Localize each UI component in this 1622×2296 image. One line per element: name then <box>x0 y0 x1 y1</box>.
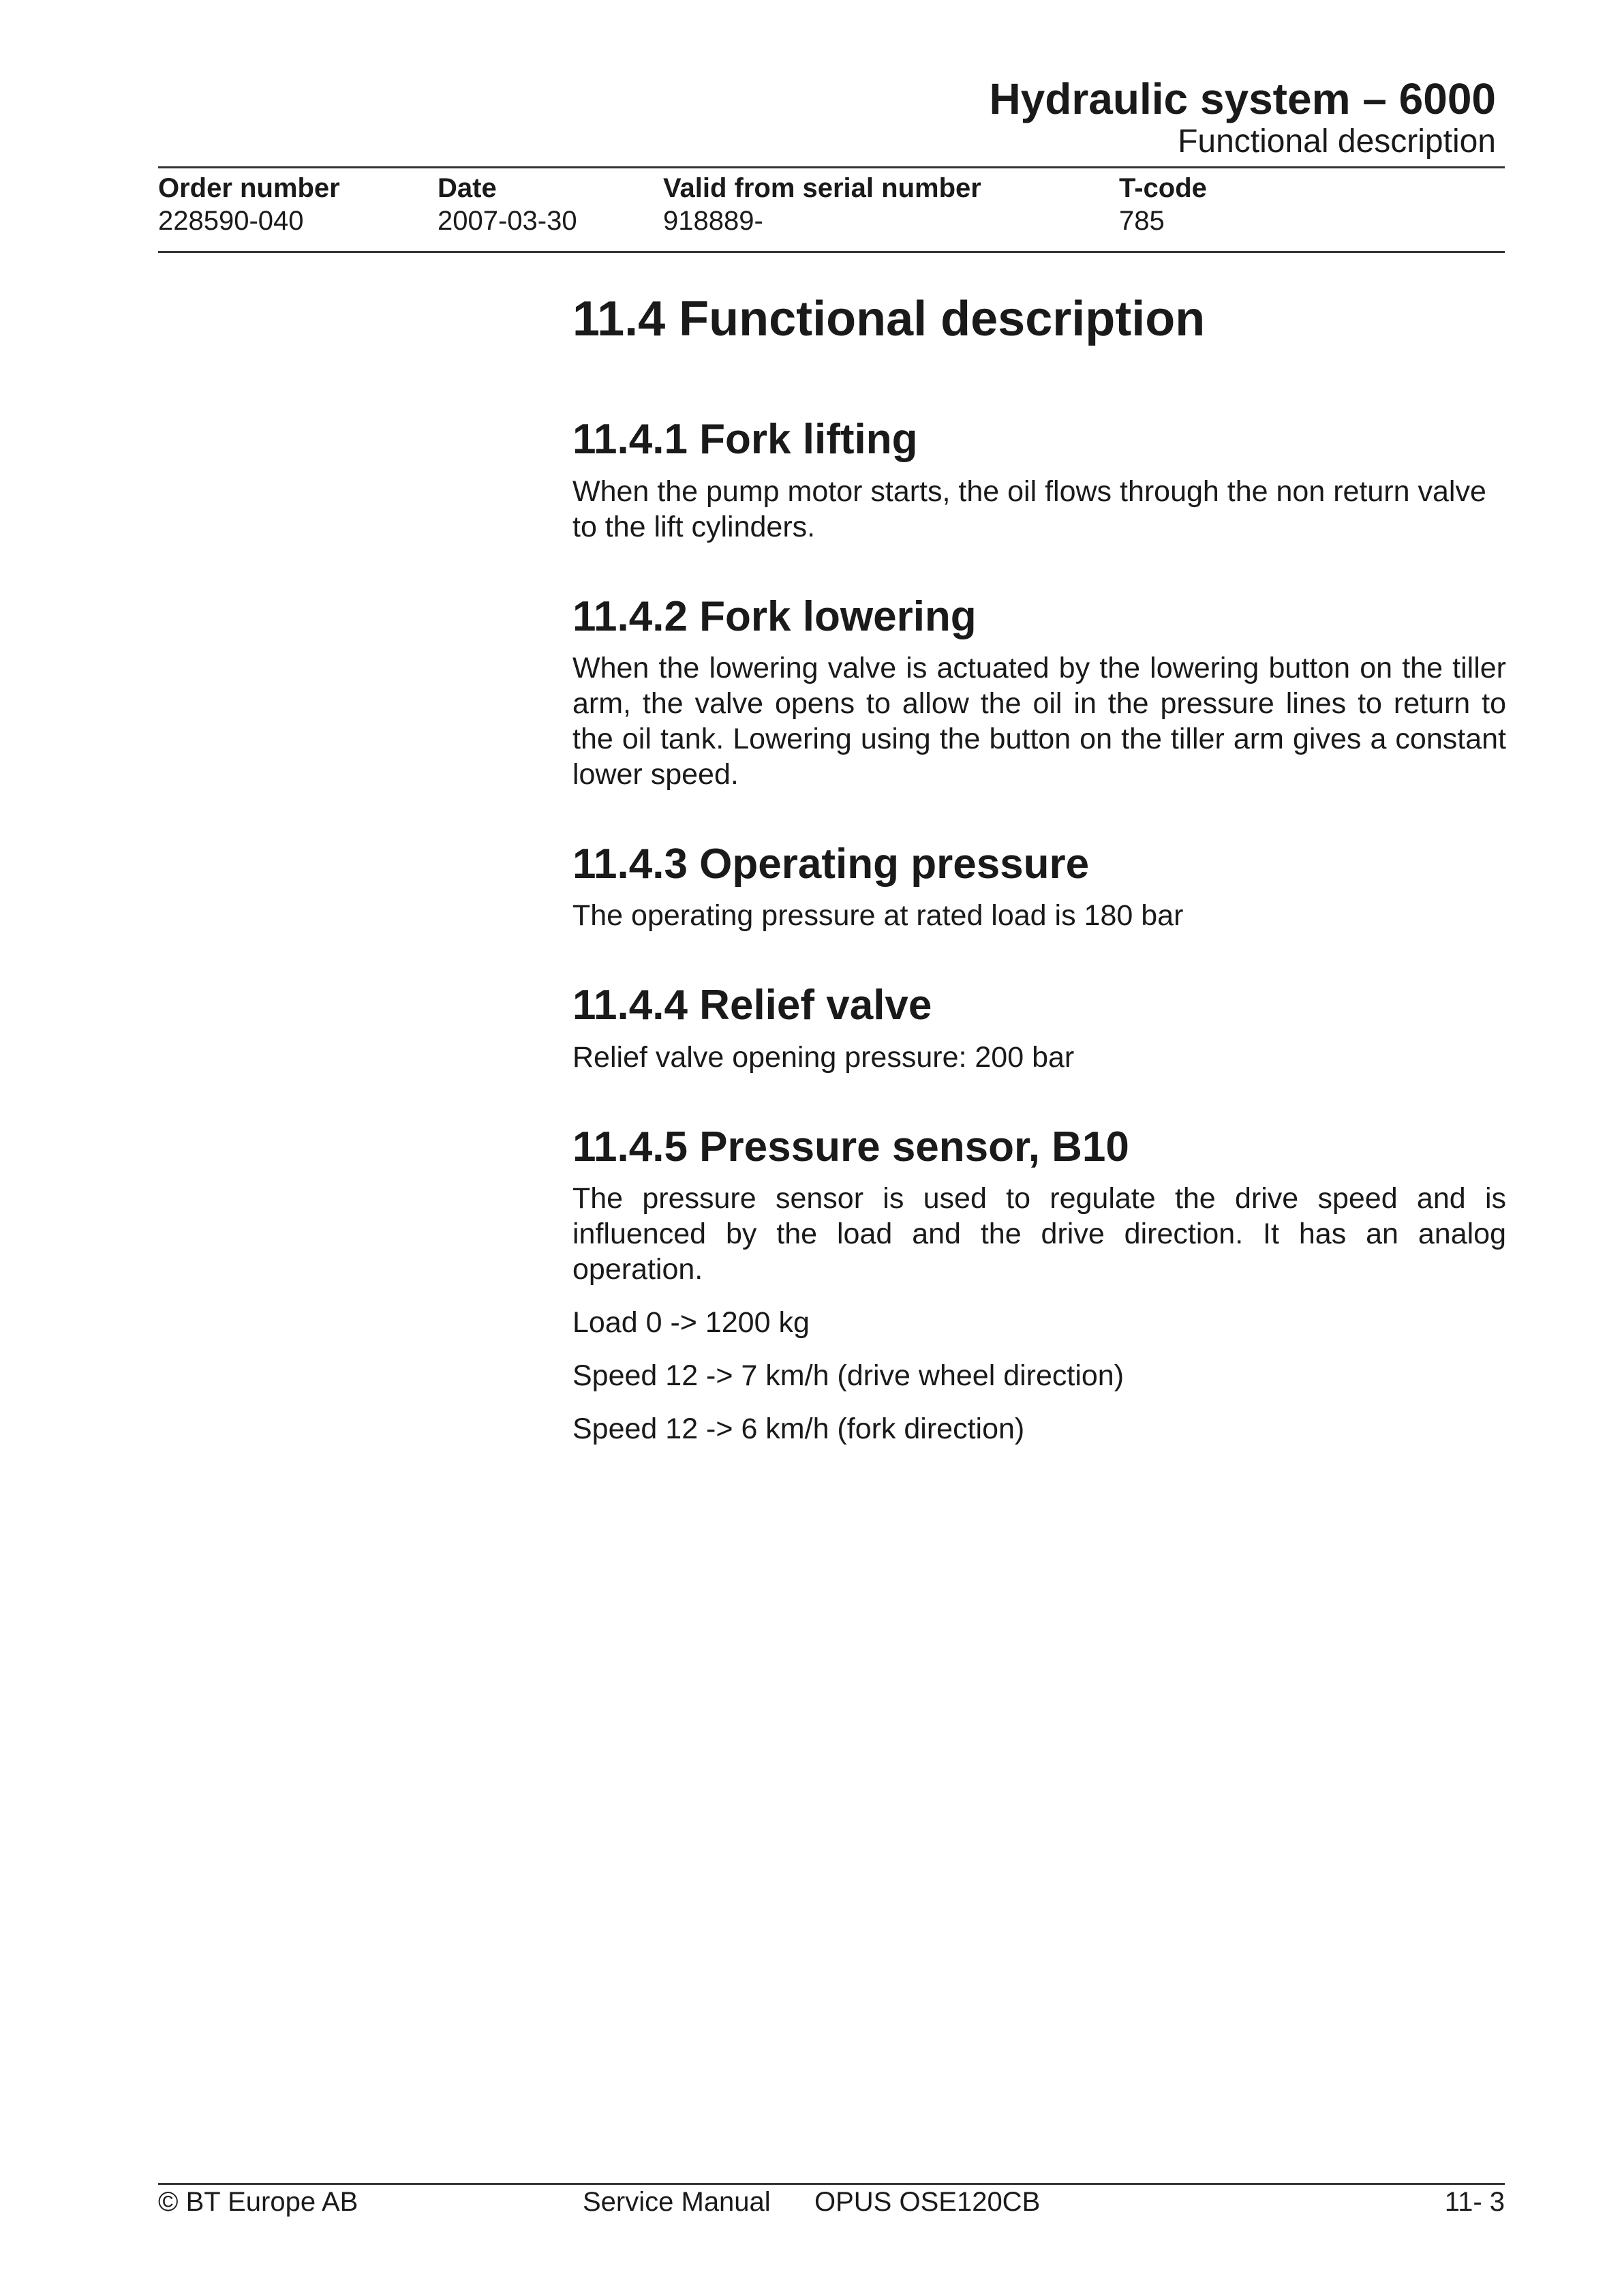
speed-spec-drive-wheel: Speed 12 -> 7 km/h (drive wheel direction) <box>572 1359 1124 1392</box>
date-value: 2007-03-30 <box>438 206 577 236</box>
footer-divider <box>158 2183 1505 2185</box>
document-subtitle: Functional description <box>1178 123 1496 160</box>
section-operating-pressure <box>572 840 1506 933</box>
section-heading: 11.4.4 Relief valve <box>572 982 932 1029</box>
speed-spec-fork: Speed 12 -> 6 km/h (fork direction) <box>572 1412 1025 1445</box>
footer-page-number: 11- 3 <box>1444 2187 1505 2217</box>
main-content <box>572 290 1506 1494</box>
section-fork-lowering <box>572 592 1506 792</box>
section-fork-lifting <box>572 415 1506 544</box>
section-heading: 11.4.3 Operating pressure <box>572 840 1090 888</box>
header-divider-top <box>158 166 1505 168</box>
order-number-label: Order number <box>158 173 340 203</box>
footer-copyright: © BT Europe AB <box>158 2187 358 2217</box>
section-paragraph: The operating pressure at rated load is 180 bar <box>572 899 1184 933</box>
header-divider-bottom <box>158 251 1505 253</box>
t-code-value: 785 <box>1119 206 1165 236</box>
section-paragraph: Relief valve opening pressure: 200 bar <box>572 1040 1075 1074</box>
section-paragraph: When the pump motor starts, the oil flows through the non return valve to the lift cylinders. <box>572 474 1486 543</box>
footer-manual-type: Service Manual <box>583 2187 771 2217</box>
section-paragraph: The pressure sensor is used to regulate the drive speed and is influenced by the load and the drive direction. It has an analog operation. <box>572 1181 1506 1286</box>
load-spec: Load 0 -> 1200 kg <box>572 1305 810 1339</box>
section-paragraph: When the lowering valve is actuated by the lowering button on the tiller arm, the valve opens to allow the oil in the pressure lines to return to the oil tank. Lowering using the button on the tiller arm gives a constant lower speed. <box>572 651 1506 791</box>
section-relief-valve <box>572 981 1506 1074</box>
order-number-value: 228590-040 <box>158 206 304 236</box>
document-title: Hydraulic system – 6000 <box>989 74 1496 123</box>
section-heading: 11.4.5 Pressure sensor, B10 <box>572 1123 1129 1170</box>
section-pressure-sensor <box>572 1123 1506 1447</box>
serial-number-value: 918889- <box>663 206 763 236</box>
footer-model: OPUS OSE120CB <box>814 2187 1041 2217</box>
section-heading: 11.4.2 Fork lowering <box>572 592 977 640</box>
serial-number-label: Valid from serial number <box>663 173 981 203</box>
t-code-label: T-code <box>1119 173 1207 203</box>
chapter-heading: 11.4 Functional description <box>572 292 1206 346</box>
section-heading: 11.4.1 Fork lifting <box>572 416 918 464</box>
date-label: Date <box>438 173 497 203</box>
